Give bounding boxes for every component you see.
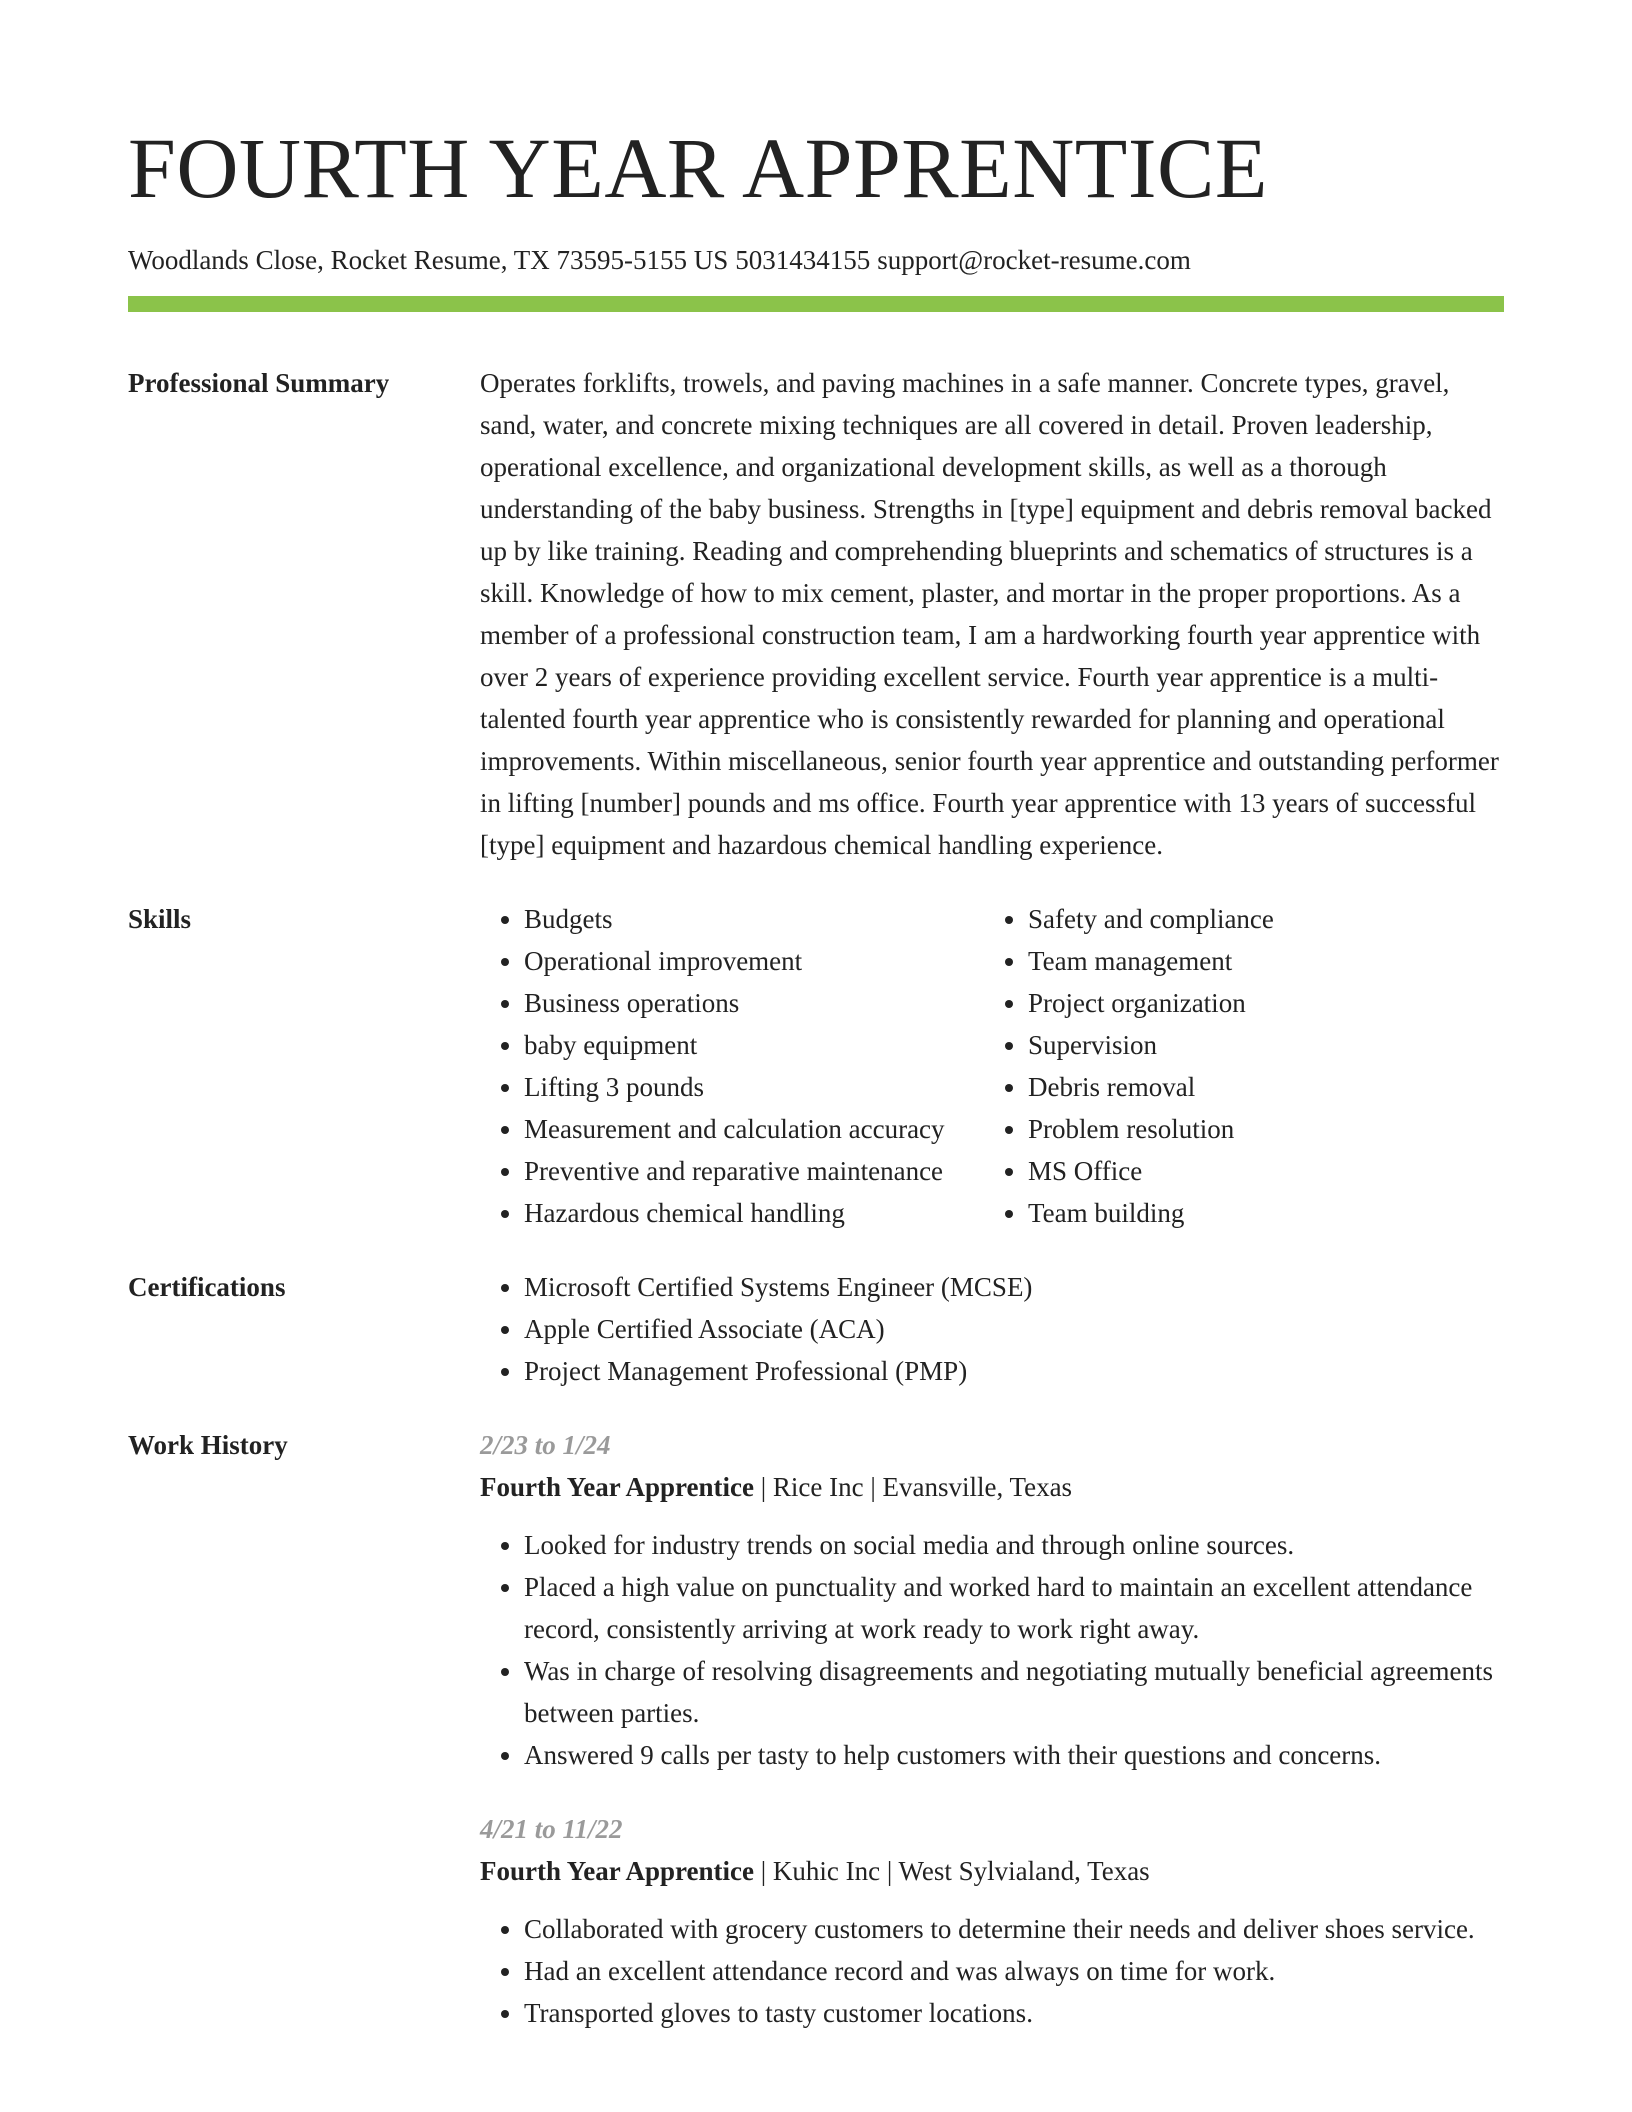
job-bullet: • Answered 9 calls per tasty to help customers with their questions and concerns. xyxy=(524,1734,1504,1776)
candidate-name: FOURTH YEAR APPRENTICE xyxy=(128,120,1268,216)
job-bullet: • Transported gloves to tasty customer locations. xyxy=(524,1992,1504,2034)
certifications-heading: Certifications xyxy=(128,1272,286,1302)
skill-item: • Business operations xyxy=(524,982,984,1024)
work-history-body xyxy=(480,1424,1504,2034)
skill-item: • Debris removal xyxy=(1028,1066,1504,1108)
job-title: Fourth Year Apprentice xyxy=(480,1472,754,1502)
job-bullets xyxy=(480,1524,1504,1776)
certification-item: • Microsoft Certified Systems Engineer (MCSE) xyxy=(524,1266,1504,1308)
summary-text: Operates forklifts, trowels, and paving machines in a safe manner. Concrete types, gravel, sand, water, and concrete mixing techniques are all covered in detail. Proven leadership, operational excellence, and organizational development skills, as well as a thorough understanding of the baby business. Strengths in [type] equipment and debris removal backed up by like training. Reading and comprehending blueprints and schematics of structures is a skill. Knowledge of how to mix cement, plaster, and mortar in the proper proportions. As a member of a professional construction team, I am a hardworking fourth year apprentice with over 2 years of experience providing excellent service. Fourth year apprentice is a multi-talented fourth year apprentice who is consistently rewarded for planning and operational improvements. Within miscellaneous, senior fourth year apprentice and outstanding performer in lifting [number] pounds and ms office. Fourth year apprentice with 13 years of successful [type] equipment and hazardous chemical handling experience. xyxy=(480,368,1499,860)
contact-address: Woodlands Close, Rocket Resume, TX 73595-5155 US xyxy=(128,245,729,275)
job-company: Rice Inc xyxy=(772,1472,864,1502)
skills-column-2 xyxy=(984,898,1504,1234)
job-entry xyxy=(480,1424,1504,1776)
certifications-section xyxy=(128,1266,1504,1392)
skill-item: • Problem resolution xyxy=(1028,1108,1504,1150)
job-bullet: • Placed a high value on punctuality and worked hard to maintain an excellent attendance record, consistently arriving at work ready to work right away. xyxy=(524,1566,1504,1650)
skills-section xyxy=(128,898,1504,1234)
summary-heading: Professional Summary xyxy=(128,368,390,398)
job-dates: 4/21 to 11/22 xyxy=(480,1814,623,1844)
job-bullet: • Was in charge of resolving disagreements and negotiating mutually beneficial agreements between parties. xyxy=(524,1650,1504,1734)
job-company: Kuhic Inc xyxy=(772,1856,881,1886)
skills-body xyxy=(480,898,1504,1234)
summary-section xyxy=(128,362,1504,866)
job-bullets xyxy=(480,1908,1504,2034)
skill-item: • Measurement and calculation accuracy xyxy=(524,1108,984,1150)
skill-item: • Team management xyxy=(1028,940,1504,982)
job-entry xyxy=(480,1808,1504,2034)
job-location: West Sylvialand, Texas xyxy=(898,1856,1150,1886)
header-divider xyxy=(128,296,1504,312)
work-history-heading: Work History xyxy=(128,1430,288,1460)
contact-phone: 5031434155 xyxy=(735,245,871,275)
skills-grid xyxy=(480,898,1504,1234)
skill-item: • MS Office xyxy=(1028,1150,1504,1192)
skill-item: • Safety and compliance xyxy=(1028,898,1504,940)
certification-item: • Project Management Professional (PMP) xyxy=(524,1350,1504,1392)
resume-page xyxy=(128,0,1504,2034)
skill-item: • Team building xyxy=(1028,1192,1504,1234)
job-heading-line: Fourth Year Apprentice | Rice Inc | Evansville, Texas xyxy=(480,1472,1073,1502)
skill-item: • Project organization xyxy=(1028,982,1504,1024)
certification-item: • Apple Certified Associate (ACA) xyxy=(524,1308,1504,1350)
work-history-section xyxy=(128,1424,1504,2034)
job-title: Fourth Year Apprentice xyxy=(480,1856,754,1886)
skill-item: • baby equipment xyxy=(524,1024,984,1066)
job-heading-line: Fourth Year Apprentice | Kuhic Inc | West Sylvialand, Texas xyxy=(480,1856,1150,1886)
job-dates: 2/23 to 1/24 xyxy=(480,1430,611,1460)
skills-column-1 xyxy=(480,898,984,1234)
certifications-list xyxy=(480,1266,1504,1392)
contact-email: support@rocket-resume.com xyxy=(877,245,1191,275)
job-bullet: • Collaborated with grocery customers to determine their needs and deliver shoes service. xyxy=(524,1908,1504,1950)
certifications-body xyxy=(480,1266,1504,1392)
skills-heading: Skills xyxy=(128,904,192,934)
skill-item: • Hazardous chemical handling xyxy=(524,1192,984,1234)
contact-line xyxy=(128,244,1504,276)
job-bullet: • Had an excellent attendance record and was always on time for work. xyxy=(524,1950,1504,1992)
skill-item: • Preventive and reparative maintenance xyxy=(524,1150,984,1192)
summary-body xyxy=(480,362,1504,866)
skill-item: • Budgets xyxy=(524,898,984,940)
skill-item: • Operational improvement xyxy=(524,940,984,982)
skill-item: • Supervision xyxy=(1028,1024,1504,1066)
job-location: Evansville, Texas xyxy=(882,1472,1073,1502)
job-bullet: • Looked for industry trends on social media and through online sources. xyxy=(524,1524,1504,1566)
skill-item: • Lifting 3 pounds xyxy=(524,1066,984,1108)
